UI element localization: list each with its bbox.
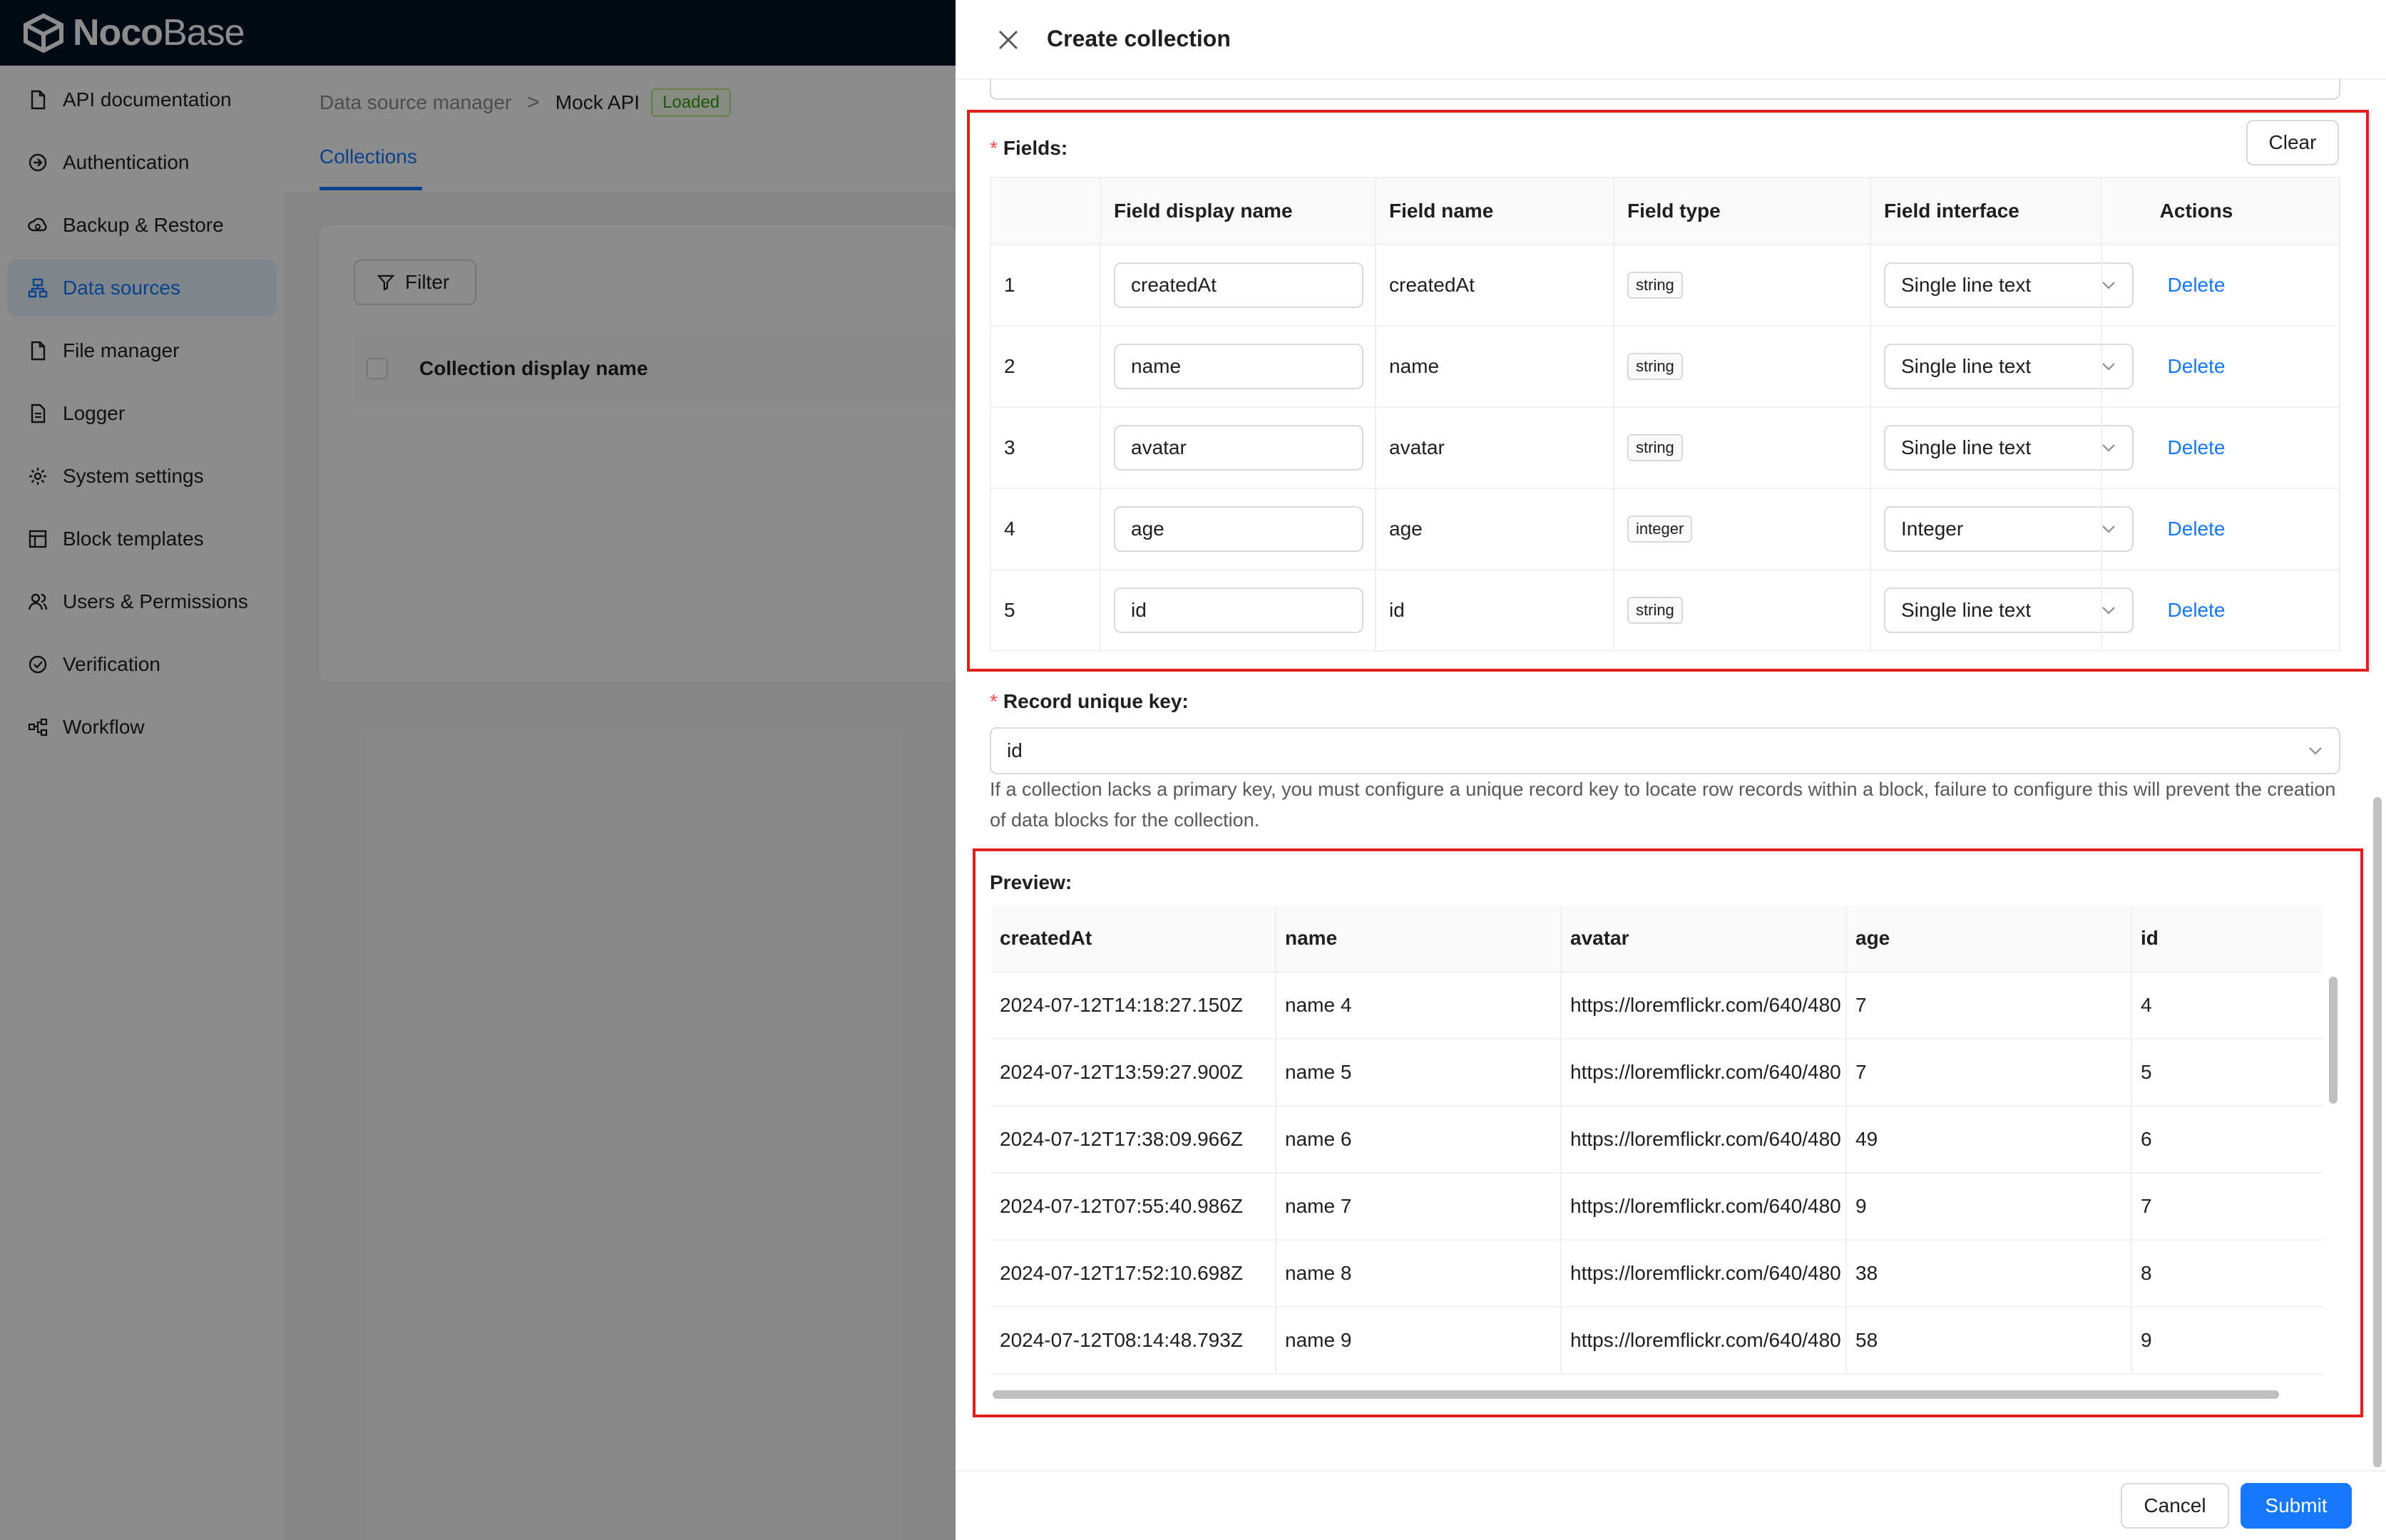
delete-link[interactable]: Delete	[2167, 274, 2226, 296]
record-key-value: id	[1007, 739, 1023, 761]
column-divider	[1613, 178, 1614, 244]
record-key-label-colon: :	[1182, 690, 1189, 712]
field-interface-value: Single line text	[1901, 599, 2032, 621]
preview-cell-avatar: https://loremflickr.com/640/480	[1570, 1061, 1841, 1083]
column-divider	[1870, 327, 1871, 406]
row-index: 4	[1004, 518, 1015, 540]
preview-cell-createdat: 2024-07-12T08:14:48.793Z	[1000, 1329, 1243, 1351]
column-divider	[1275, 1308, 1276, 1373]
drawer-header	[956, 0, 2386, 80]
column-divider	[2101, 489, 2102, 569]
preview-table-header	[991, 905, 2323, 972]
column-divider	[1613, 570, 1614, 650]
field-interface-select[interactable]	[1884, 506, 2134, 552]
sidebar-item-label: Block templates	[63, 528, 204, 550]
column-divider	[1845, 1040, 1847, 1105]
fields-table	[990, 177, 2340, 652]
table-row	[991, 972, 2323, 1040]
field-display-name-input[interactable]: name	[1114, 344, 1363, 389]
field-name: name	[1389, 355, 1440, 377]
column-divider	[1100, 489, 1101, 569]
column-divider	[1560, 972, 1562, 1038]
preview-cell-age: 9	[1855, 1195, 1867, 1217]
table-row	[991, 408, 2339, 489]
field-type-tag: string	[1627, 272, 1683, 299]
clear-button[interactable]: Clear	[2246, 120, 2339, 165]
table-row	[991, 1107, 2323, 1174]
filter-label: Filter	[405, 271, 450, 293]
column-divider	[1375, 408, 1376, 488]
column-divider	[1870, 178, 1871, 244]
record-key-help-text: If a collection lacks a primary key, you must configure a unique record key to locate row records within a block, failure to configure this will prevent the creation of data blocks for the collection.	[990, 779, 2336, 831]
sidebar-item-label: Data sources	[63, 277, 180, 299]
record-key-label	[990, 690, 1189, 713]
delete-link[interactable]: Delete	[2167, 518, 2226, 540]
required-mark: *	[990, 137, 998, 159]
field-type-tag: string	[1627, 597, 1683, 624]
preview-cell-age: 49	[1855, 1128, 1878, 1150]
delete-link[interactable]: Delete	[2167, 355, 2226, 377]
table-row	[991, 570, 2339, 652]
preview-cell-id: 6	[2141, 1128, 2152, 1150]
row-index: 1	[1004, 274, 1015, 296]
column-divider	[1613, 327, 1614, 406]
column-divider	[1613, 408, 1614, 488]
column-divider	[1845, 1241, 1847, 1306]
sidebar-item-label: System settings	[63, 465, 204, 487]
preview-column-age: age	[1855, 927, 1890, 949]
fields-label-text: Fields	[1003, 137, 1061, 159]
column-divider	[1845, 972, 1847, 1038]
table-row	[991, 1174, 2323, 1241]
preview-cell-createdat: 2024-07-12T13:59:27.900Z	[1000, 1061, 1243, 1083]
drawer-title: Create collection	[1047, 26, 1231, 51]
column-divider	[2131, 1107, 2132, 1172]
previous-field-input[interactable]	[990, 78, 2340, 100]
column-divider	[1100, 178, 1101, 244]
column-divider	[1275, 905, 1276, 971]
delete-link[interactable]: Delete	[2167, 599, 2226, 621]
preview-cell-avatar: https://loremflickr.com/640/480	[1570, 1195, 1841, 1217]
field-display-name-input[interactable]: id	[1114, 587, 1363, 633]
status-badge: Loaded	[651, 88, 731, 117]
field-name: age	[1389, 518, 1423, 540]
column-divider	[1560, 1107, 1562, 1172]
table-row	[991, 245, 2339, 327]
column-actions: Actions	[2159, 200, 2233, 222]
column-divider	[1100, 327, 1101, 406]
sidebar-item-label: File manager	[63, 339, 180, 361]
preview-cell-id: 8	[2141, 1262, 2152, 1284]
column-divider	[1275, 1107, 1276, 1172]
column-divider	[2131, 1174, 2132, 1239]
field-name: avatar	[1389, 436, 1445, 458]
preview-table	[991, 905, 2333, 1405]
column-divider	[1275, 1174, 1276, 1239]
sidebar-item-label: Authentication	[63, 151, 190, 173]
column-divider	[2131, 905, 2132, 971]
preview-cell-name: name 7	[1285, 1195, 1352, 1217]
preview-column-name: name	[1285, 927, 1338, 949]
preview-cell-name: name 6	[1285, 1128, 1352, 1150]
field-interface-value: Integer	[1901, 518, 1964, 540]
field-interface-value: Single line text	[1901, 436, 2032, 458]
row-index: 5	[1004, 599, 1015, 621]
column-divider	[1275, 1241, 1276, 1306]
preview-cell-avatar: https://loremflickr.com/640/480	[1570, 1329, 1841, 1351]
column-divider	[1613, 489, 1614, 569]
table-row	[991, 1040, 2323, 1107]
column-divider	[1375, 327, 1376, 406]
preview-cell-id: 5	[2141, 1061, 2152, 1083]
column-field-name: Field name	[1389, 200, 1494, 222]
column-divider	[2131, 1241, 2132, 1306]
row-index: 2	[1004, 355, 1015, 377]
breadcrumb-current: Mock API	[555, 91, 640, 113]
table-row	[991, 489, 2339, 570]
column-divider	[1275, 972, 1276, 1038]
column-divider	[1870, 245, 1871, 325]
sidebar-item-label: Users & Permissions	[63, 590, 248, 612]
delete-link[interactable]: Delete	[2167, 436, 2226, 458]
table-row	[991, 327, 2339, 408]
column-divider	[1375, 178, 1376, 244]
column-divider	[2131, 972, 2132, 1038]
field-interface-select[interactable]	[1884, 587, 2134, 633]
preview-horizontal-scrollbar[interactable]	[993, 1390, 2279, 1399]
column-divider	[1560, 1308, 1562, 1373]
record-key-select[interactable]	[990, 727, 2340, 774]
table-row	[991, 1308, 2323, 1375]
preview-cell-id: 9	[2141, 1329, 2152, 1351]
column-divider	[1100, 408, 1101, 488]
preview-cell-createdat: 2024-07-12T07:55:40.986Z	[1000, 1195, 1243, 1217]
column-divider	[2101, 178, 2102, 244]
close-icon[interactable]	[994, 26, 1023, 54]
column-divider	[1560, 905, 1562, 971]
record-key-label-text: Record unique key	[1003, 690, 1182, 712]
field-interface-value: Single line text	[1901, 355, 2032, 377]
preview-cell-avatar: https://loremflickr.com/640/480	[1570, 1128, 1841, 1150]
breadcrumb-root[interactable]: Data source manager	[319, 91, 512, 113]
preview-cell-age: 7	[1855, 1061, 1867, 1083]
preview-cell-avatar: https://loremflickr.com/640/480	[1570, 994, 1841, 1016]
drawer-scrollbar[interactable]	[2373, 797, 2382, 1467]
sidebar-item-label: Workflow	[63, 716, 145, 738]
preview-column-avatar: avatar	[1570, 927, 1629, 949]
tab-collections[interactable]: Collections	[319, 145, 417, 168]
column-divider	[2101, 245, 2102, 325]
preview-vertical-scrollbar[interactable]	[2329, 977, 2338, 1104]
sidebar-item-label: Logger	[63, 402, 126, 424]
cancel-button[interactable]: Cancel	[2121, 1483, 2229, 1529]
preview-cell-createdat: 2024-07-12T17:52:10.698Z	[1000, 1262, 1243, 1284]
field-type-tag: string	[1627, 434, 1683, 461]
preview-cell-name: name 5	[1285, 1061, 1352, 1083]
preview-cell-createdat: 2024-07-12T14:18:27.150Z	[1000, 994, 1243, 1016]
logo-text-bold: Noco	[73, 12, 163, 53]
preview-cell-name: name 8	[1285, 1262, 1352, 1284]
field-interface-value: Single line text	[1901, 274, 2032, 296]
preview-column-id: id	[2141, 927, 2159, 949]
column-divider	[1870, 570, 1871, 650]
breadcrumb-separator-icon: >	[527, 91, 540, 114]
drawer-footer-divider	[956, 1470, 2386, 1472]
column-divider	[2101, 570, 2102, 650]
table-row	[991, 1241, 2323, 1308]
field-interface-select[interactable]	[1884, 425, 2134, 471]
logo-text-light: Base	[163, 12, 245, 53]
column-field-interface: Field interface	[1884, 200, 2019, 222]
column-divider	[1100, 570, 1101, 650]
preview-cell-name: name 4	[1285, 994, 1352, 1016]
preview-cell-createdat: 2024-07-12T17:38:09.966Z	[1000, 1128, 1243, 1150]
column-divider	[2101, 408, 2102, 488]
chevron-down-icon	[2308, 743, 2323, 759]
fields-label	[990, 137, 1067, 160]
column-divider	[1845, 1308, 1847, 1373]
field-interface-select[interactable]	[1884, 262, 2134, 308]
column-collection-display-name: Collection display name	[419, 357, 648, 379]
column-divider	[1845, 1174, 1847, 1239]
fields-label-colon: :	[1060, 137, 1068, 159]
field-name: createdAt	[1389, 274, 1475, 296]
sidebar-item-label: Backup & Restore	[63, 214, 224, 236]
fields-table-header	[991, 178, 2339, 245]
column-divider	[2101, 327, 2102, 406]
column-divider	[1275, 1040, 1276, 1105]
preview-cell-id: 4	[2141, 994, 2152, 1016]
column-divider	[1845, 905, 1847, 971]
modal-mask[interactable]	[0, 0, 956, 1540]
column-divider	[1375, 489, 1376, 569]
column-divider	[2131, 1308, 2132, 1373]
preview-cell-name: name 9	[1285, 1329, 1352, 1351]
field-type-tag: string	[1627, 353, 1683, 380]
field-name: id	[1389, 599, 1405, 621]
field-display-name-input[interactable]: avatar	[1114, 425, 1363, 471]
field-display-name-input[interactable]: age	[1114, 506, 1363, 552]
column-divider	[1100, 245, 1101, 325]
preview-cell-avatar: https://loremflickr.com/640/480	[1570, 1262, 1841, 1284]
column-field-display-name: Field display name	[1114, 200, 1293, 222]
required-mark: *	[990, 690, 998, 712]
field-interface-select[interactable]	[1884, 344, 2134, 389]
column-divider	[1560, 1040, 1562, 1105]
column-divider	[1375, 570, 1376, 650]
column-field-type: Field type	[1627, 200, 1721, 222]
column-divider	[1870, 489, 1871, 569]
column-divider	[2131, 1040, 2132, 1105]
field-type-tag: integer	[1627, 515, 1692, 543]
create-collection-drawer	[956, 0, 2386, 1540]
column-divider	[1560, 1174, 1562, 1239]
preview-cell-id: 7	[2141, 1195, 2152, 1217]
preview-cell-age: 38	[1855, 1262, 1878, 1284]
row-index: 3	[1004, 436, 1015, 458]
preview-cell-age: 7	[1855, 994, 1867, 1016]
preview-cell-age: 58	[1855, 1329, 1878, 1351]
column-divider	[1845, 1107, 1847, 1172]
submit-button[interactable]: Submit	[2241, 1483, 2352, 1529]
column-divider	[1613, 245, 1614, 325]
field-display-name-input[interactable]: createdAt	[1114, 262, 1363, 308]
preview-column-createdat: createdAt	[1000, 927, 1092, 949]
sidebar-item-label: Verification	[63, 653, 160, 675]
sidebar-item-label: API documentation	[63, 88, 232, 111]
column-divider	[1375, 245, 1376, 325]
column-divider	[1560, 1241, 1562, 1306]
column-divider	[1870, 408, 1871, 488]
preview-label: Preview:	[990, 871, 1072, 893]
